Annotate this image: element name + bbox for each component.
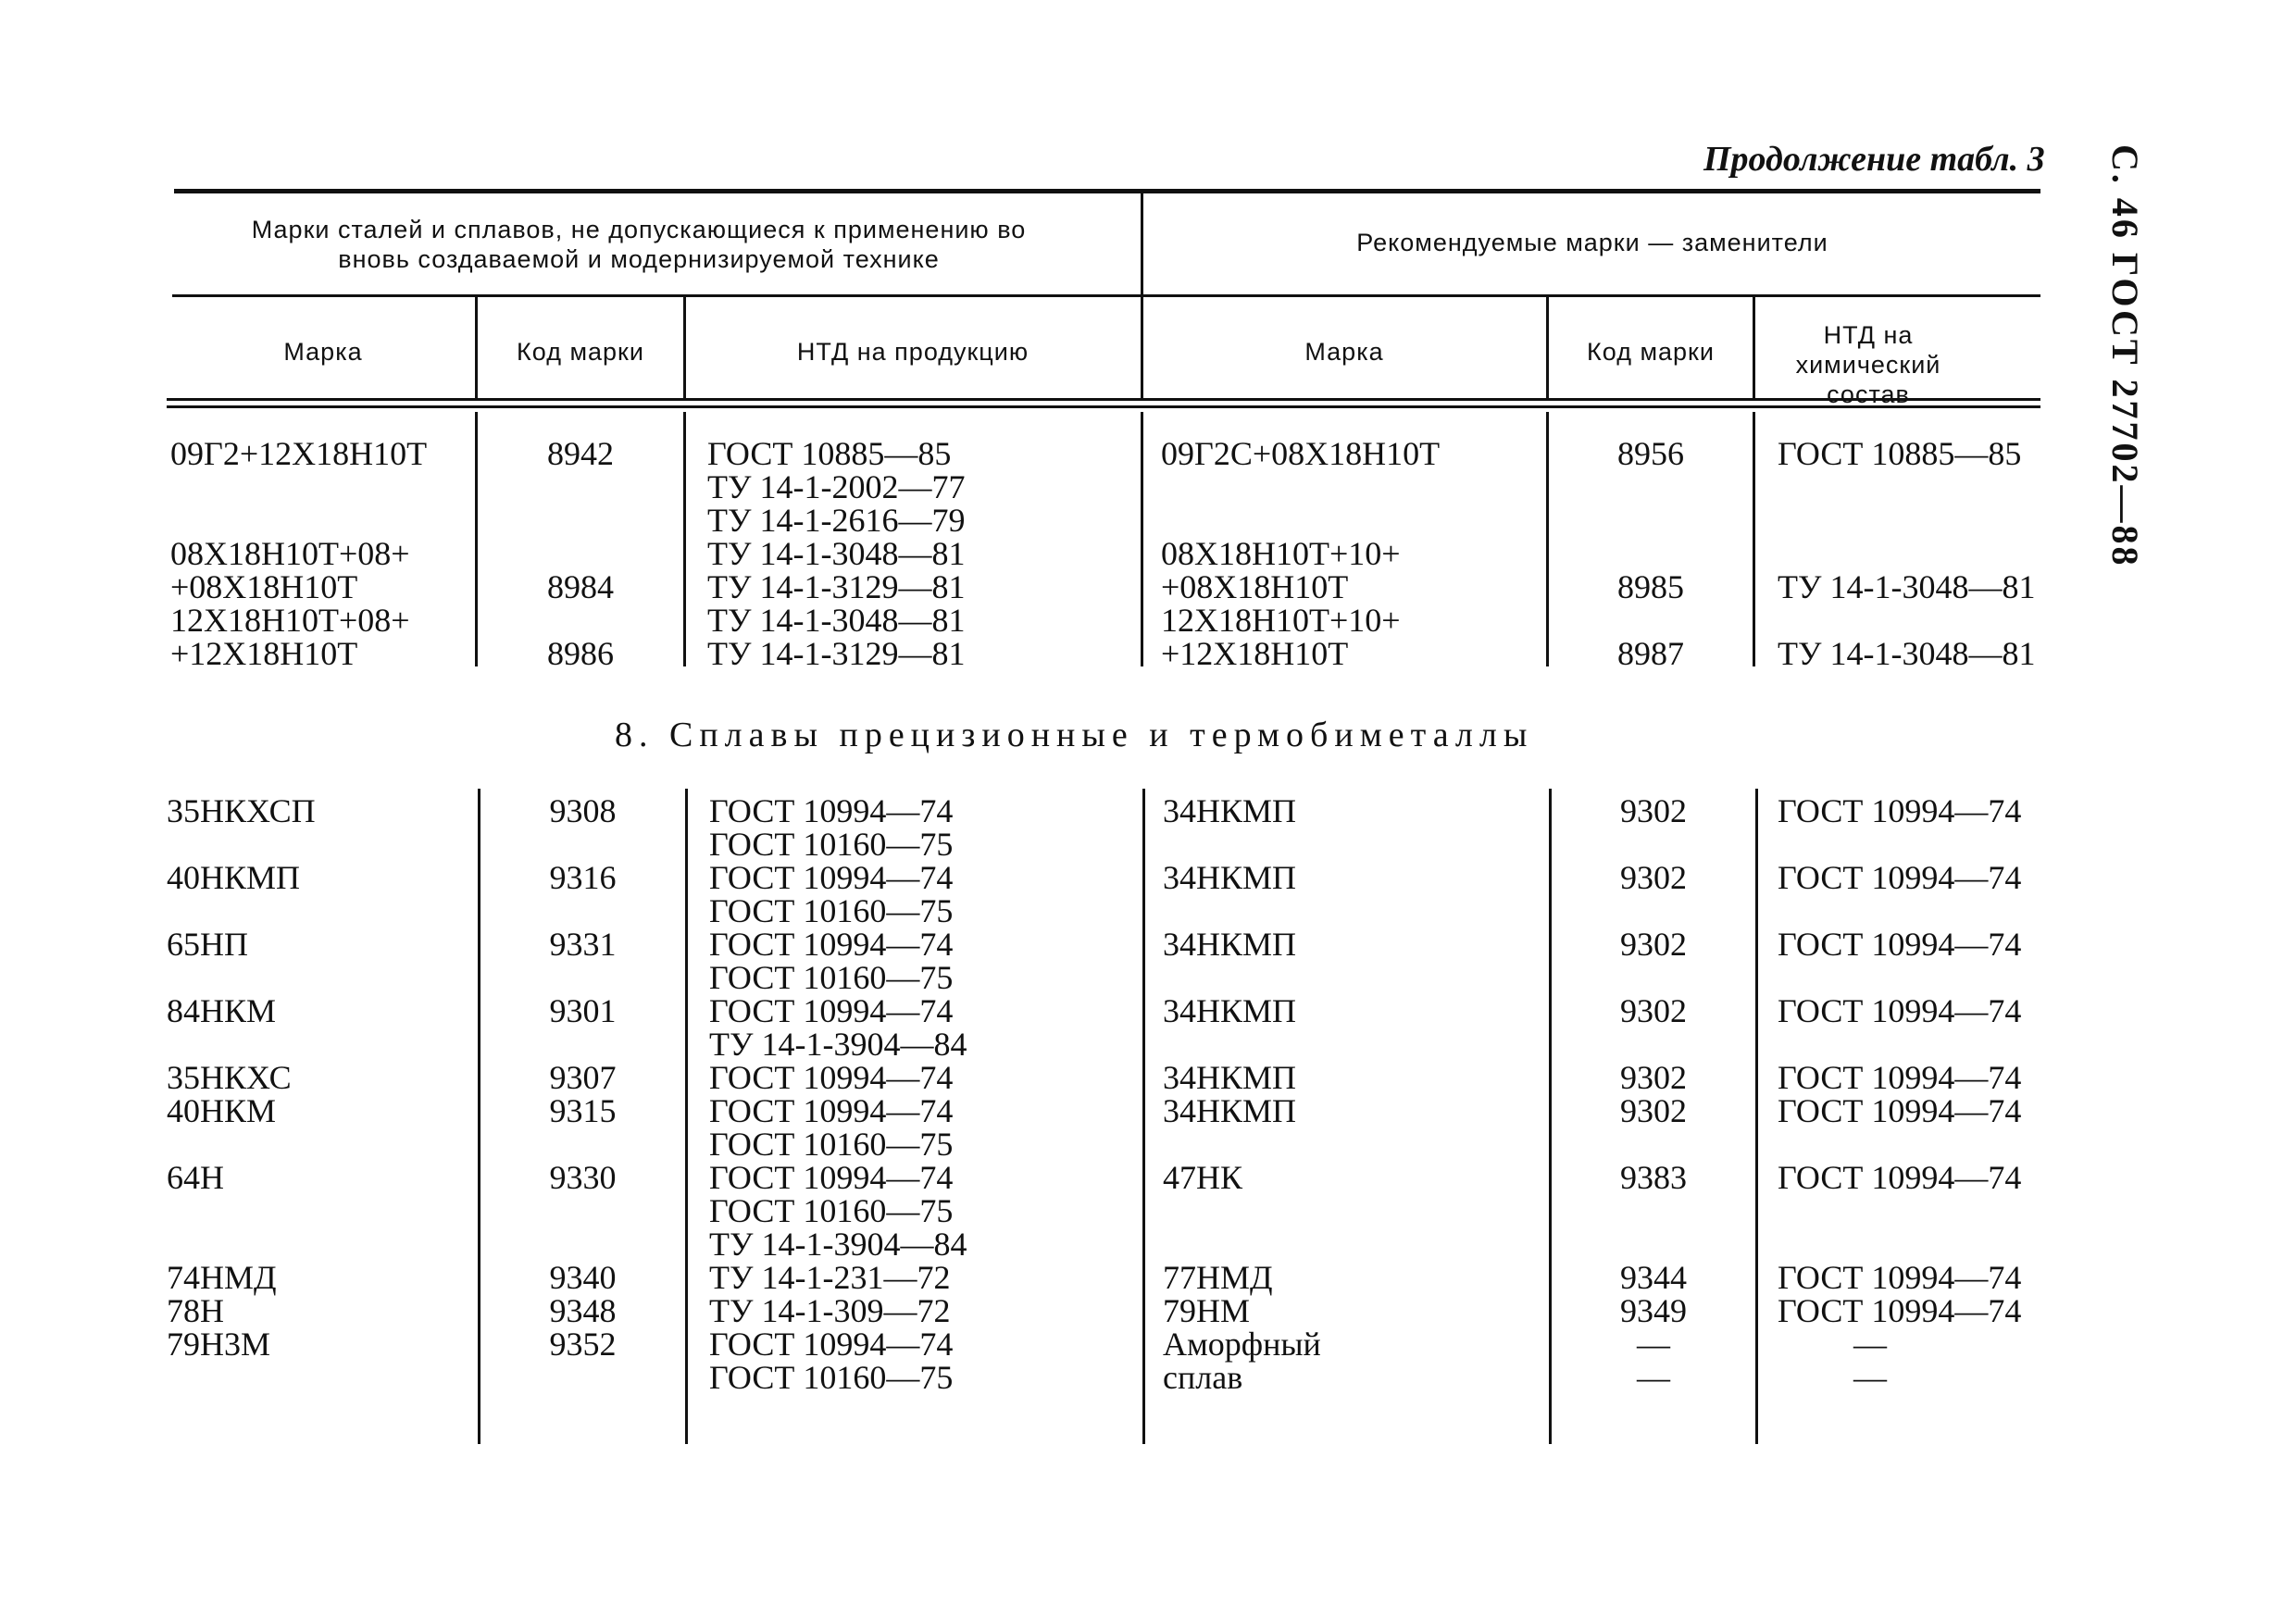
- list-item: 9301: [549, 992, 617, 1029]
- list-item: 34НКМП: [1163, 992, 1297, 1029]
- continuation-title: Продолжение табл. 3: [1703, 140, 2045, 179]
- list-item: [167, 1194, 316, 1227]
- list-item: 8942: [547, 435, 614, 472]
- b1-col-mark: [170, 437, 427, 670]
- list-item: +08Х18Н10Т: [1161, 568, 1349, 605]
- b2-divider-group: [1142, 789, 1145, 1444]
- col-header-ntd-chem: НТД на химический состав: [1795, 321, 1941, 408]
- hdr-divider-ntd2: [1753, 297, 1755, 401]
- list-item: [167, 1361, 316, 1394]
- list-item: 74НМД: [167, 1259, 277, 1296]
- b1-col-code2: [1549, 437, 1753, 670]
- list-item: 9302: [1620, 992, 1687, 1029]
- list-item: ГОСТ 10160—75: [709, 1359, 954, 1396]
- list-item: ГОСТ 10160—75: [709, 1126, 954, 1163]
- col-header-ntd-product: НТД на продукцию: [796, 338, 1029, 366]
- list-item: 79Н3М: [167, 1326, 271, 1363]
- b2-col-code2: [1552, 794, 1755, 1394]
- b1-divider-group: [1141, 412, 1143, 666]
- list-item: 40НКМ: [167, 1092, 277, 1129]
- list-item: [1552, 894, 1755, 928]
- b2-col-mark: [167, 794, 316, 1394]
- b2-col-ntd: [709, 794, 967, 1394]
- list-item: 8984: [547, 568, 614, 605]
- list-item: 8985: [1617, 568, 1684, 605]
- list-item: 08Х18Н10Т+08+: [170, 535, 410, 572]
- list-item: [1552, 1127, 1755, 1161]
- list-item: [1163, 1194, 1321, 1227]
- list-item: 9302: [1620, 859, 1687, 896]
- list-item: [1778, 1227, 2037, 1261]
- list-item: +12Х18Н10Т: [170, 635, 358, 672]
- list-item: ТУ 14-1-3129—81: [707, 635, 966, 672]
- list-item: [478, 504, 683, 537]
- b1-divider-ntd: [683, 412, 686, 666]
- list-item: [1163, 961, 1321, 994]
- list-item: [1161, 504, 1440, 537]
- list-item: [1778, 894, 2037, 928]
- list-item: 9308: [549, 792, 617, 829]
- b1-col-code: [478, 437, 683, 670]
- list-item: ГОСТ 10994—74: [1778, 1159, 2022, 1196]
- list-item: [167, 1227, 316, 1261]
- list-item: ГОСТ 10994—74: [709, 859, 954, 896]
- list-item: ГОСТ 10160—75: [709, 826, 954, 863]
- list-item: ТУ 14-1-309—72: [709, 1292, 951, 1329]
- b2-col-code: [480, 794, 685, 1394]
- list-item: 64Н: [167, 1159, 224, 1196]
- list-item: ТУ 14-1-2616—79: [707, 502, 966, 539]
- col-header-mark: Марка: [283, 338, 363, 366]
- list-item: 34НКМП: [1163, 1092, 1297, 1129]
- list-item: 34НКМП: [1163, 1059, 1297, 1096]
- list-item: ГОСТ 10994—74: [709, 926, 954, 963]
- list-item: [1552, 961, 1755, 994]
- list-item: 9302: [1620, 1092, 1687, 1129]
- list-item: [1549, 604, 1753, 637]
- list-item: [1161, 470, 1440, 504]
- list-item: 09Г2С+08Х18Н10Т: [1161, 435, 1441, 472]
- list-item: [167, 1027, 316, 1061]
- col-header-mark2: Марка: [1304, 338, 1384, 366]
- list-item: 9302: [1620, 926, 1687, 963]
- list-item: 47НК: [1163, 1159, 1243, 1196]
- list-item: 9302: [1620, 792, 1687, 829]
- b1-col-ntd2: [1778, 437, 2035, 670]
- col-header-code: Код марки: [517, 338, 644, 366]
- list-item: 9383: [1620, 1159, 1687, 1196]
- list-item: 79НМ: [1163, 1292, 1251, 1329]
- list-item: 9331: [549, 926, 617, 963]
- list-item: 12Х18Н10Т+10+: [1161, 602, 1401, 639]
- group-divider: [1141, 193, 1143, 401]
- group-left-header: Марки сталей и сплавов, не допускающиеся к применению во вновь создаваемой и модернизируемой технике: [251, 216, 1027, 273]
- list-item: 34НКМП: [1163, 859, 1297, 896]
- list-item: [1778, 1127, 2037, 1161]
- list-item: [478, 537, 683, 570]
- list-item: ГОСТ 10160—75: [709, 1192, 954, 1229]
- list-item: [1778, 1194, 2037, 1227]
- list-item: [480, 894, 685, 928]
- list-item: 9302: [1620, 1059, 1687, 1096]
- b2-divider-ntd: [685, 789, 688, 1444]
- b1-col-mark2: [1161, 437, 1440, 670]
- list-item: [478, 604, 683, 637]
- list-item: ГОСТ 10994—74: [709, 792, 954, 829]
- list-item: 9315: [549, 1092, 617, 1129]
- list-item: 9330: [549, 1159, 617, 1196]
- list-item: [167, 894, 316, 928]
- list-item: ТУ 14-1-3048—81: [707, 535, 966, 572]
- list-item: ГОСТ 10994—74: [1778, 1059, 2022, 1096]
- list-item: ГОСТ 10885—85: [1778, 435, 2022, 472]
- list-item: [1778, 1027, 2037, 1061]
- list-item: [170, 470, 427, 504]
- list-item: ГОСТ 10994—74: [709, 1326, 954, 1363]
- list-item: ТУ 14-1-3904—84: [709, 1026, 967, 1063]
- list-item: [1549, 470, 1753, 504]
- section-title: 8. Сплавы прецизионные и термобиметаллы: [615, 716, 1534, 754]
- list-item: [1552, 1227, 1755, 1261]
- list-item: [480, 1227, 685, 1261]
- list-item: [1163, 1227, 1321, 1261]
- list-item: 35НКХСП: [167, 792, 316, 829]
- list-item: 34НКМП: [1163, 926, 1297, 963]
- list-item: [170, 504, 427, 537]
- group-right-header: Рекомендуемые марки — заменители: [1356, 229, 1828, 256]
- list-item: [480, 1127, 685, 1161]
- list-item: [1778, 504, 2035, 537]
- list-item: —: [1637, 1326, 1670, 1363]
- list-item: [1163, 1127, 1321, 1161]
- list-item: [167, 961, 316, 994]
- list-item: —: [1853, 1359, 1887, 1396]
- list-item: 9316: [549, 859, 617, 896]
- list-item: 34НКМП: [1163, 792, 1297, 829]
- b2-divider-ntd2: [1755, 789, 1758, 1444]
- list-item: ГОСТ 10994—74: [1778, 859, 2022, 896]
- list-item: ТУ 14-1-3904—84: [709, 1226, 967, 1263]
- list-item: 9340: [549, 1259, 617, 1296]
- list-item: 9307: [549, 1059, 617, 1096]
- list-item: ГОСТ 10994—74: [709, 1092, 954, 1129]
- list-item: 09Г2+12Х18Н10Т: [170, 435, 428, 472]
- list-item: [1778, 604, 2035, 637]
- list-item: [1778, 961, 2037, 994]
- list-item: ГОСТ 10994—74: [1778, 926, 2022, 963]
- list-item: ТУ 14-1-3048—81: [1778, 635, 2036, 672]
- list-item: 35НКХС: [167, 1059, 292, 1096]
- column-header-rule-1: [167, 398, 2040, 401]
- list-item: [478, 470, 683, 504]
- list-item: 65НП: [167, 926, 248, 963]
- list-item: [480, 1194, 685, 1227]
- list-item: [480, 1361, 685, 1394]
- list-item: ГОСТ 10994—74: [1778, 992, 2022, 1029]
- list-item: 08Х18Н10Т+10+: [1161, 535, 1401, 572]
- list-item: [1552, 828, 1755, 861]
- page-side-label: С. 46 ГОСТ 27702—88: [2104, 144, 2146, 568]
- list-item: +12Х18Н10Т: [1161, 635, 1349, 672]
- list-item: [1163, 828, 1321, 861]
- list-item: +08Х18Н10Т: [170, 568, 358, 605]
- list-item: [480, 1027, 685, 1061]
- list-item: ГОСТ 10160—75: [709, 892, 954, 929]
- b2-col-ntd2: [1778, 794, 2037, 1394]
- list-item: 9348: [549, 1292, 617, 1329]
- list-item: [1778, 537, 2035, 570]
- list-item: 77НМД: [1163, 1259, 1273, 1296]
- b1-col-ntd: [707, 437, 965, 670]
- list-item: 78Н: [167, 1292, 224, 1329]
- list-item: [1549, 504, 1753, 537]
- list-item: ТУ 14-1-3048—81: [1778, 568, 2036, 605]
- list-item: ГОСТ 10994—74: [1778, 1292, 2022, 1329]
- list-item: 9344: [1620, 1259, 1687, 1296]
- col-header-code2: Код марки: [1587, 338, 1715, 366]
- list-item: ГОСТ 10994—74: [709, 992, 954, 1029]
- list-item: 8956: [1617, 435, 1684, 472]
- column-header-rule-2: [167, 405, 2040, 408]
- list-item: [480, 828, 685, 861]
- list-item: 8987: [1617, 635, 1684, 672]
- list-item: [1163, 894, 1321, 928]
- list-item: [167, 1127, 316, 1161]
- list-item: [1778, 470, 2035, 504]
- list-item: [1778, 828, 2037, 861]
- list-item: [1552, 1194, 1755, 1227]
- list-item: ГОСТ 10994—74: [709, 1059, 954, 1096]
- list-item: ТУ 14-1-231—72: [709, 1259, 951, 1296]
- list-item: ТУ 14-1-2002—77: [707, 468, 966, 505]
- b1-divider-ntd2: [1753, 412, 1755, 666]
- list-item: ТУ 14-1-3048—81: [707, 602, 966, 639]
- list-item: 8986: [547, 635, 614, 672]
- list-item: [167, 828, 316, 861]
- list-item: ГОСТ 10885—85: [707, 435, 952, 472]
- b2-col-mark2: [1163, 794, 1321, 1394]
- list-item: [480, 961, 685, 994]
- list-item: ТУ 14-1-3129—81: [707, 568, 966, 605]
- list-item: 12Х18Н10Т+08+: [170, 602, 410, 639]
- list-item: 84НКМ: [167, 992, 277, 1029]
- list-item: 40НКМП: [167, 859, 301, 896]
- list-item: Аморфный: [1163, 1326, 1321, 1363]
- list-item: ГОСТ 10994—74: [1778, 792, 2022, 829]
- table-top-rule: [174, 189, 2040, 193]
- group-header-rule: [172, 294, 2040, 297]
- list-item: сплав: [1163, 1359, 1243, 1396]
- list-item: [1163, 1027, 1321, 1061]
- list-item: —: [1853, 1326, 1887, 1363]
- list-item: [1549, 537, 1753, 570]
- list-item: ГОСТ 10160—75: [709, 959, 954, 996]
- list-item: [1552, 1027, 1755, 1061]
- list-item: ГОСТ 10994—74: [709, 1159, 954, 1196]
- list-item: 9349: [1620, 1292, 1687, 1329]
- list-item: ГОСТ 10994—74: [1778, 1092, 2022, 1129]
- list-item: —: [1637, 1359, 1670, 1396]
- list-item: ГОСТ 10994—74: [1778, 1259, 2022, 1296]
- list-item: 9352: [549, 1326, 617, 1363]
